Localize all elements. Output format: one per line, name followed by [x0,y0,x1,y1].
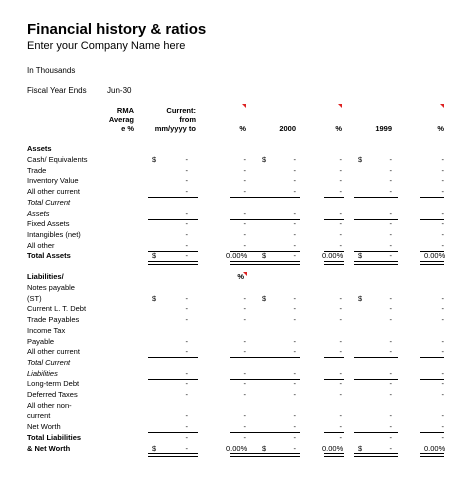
percent-cell[interactable]: - [339,304,342,314]
percent-cell[interactable]: - [243,219,246,229]
current-value-cell[interactable]: - [185,176,188,186]
current-value-cell[interactable]: - [185,368,188,378]
row-label: All other current [27,347,80,357]
comment-flag-icon[interactable] [440,104,444,108]
current-value-cell[interactable]: - [185,422,188,432]
cell-double-underline [258,261,300,265]
section-header-liabilities: Liabilities/ % [27,272,244,281]
percent-cell[interactable]: - [243,347,246,357]
percent-cell[interactable]: - [243,315,246,325]
row-label: Total Current [27,357,71,367]
current-value-cell[interactable]: - [185,432,188,442]
percent-cell[interactable]: - [339,155,342,164]
percent-cell[interactable]: - [339,208,342,218]
row-label: Current L. T. Debt [27,304,87,314]
current-value-cell[interactable]: - [185,315,188,325]
currency-symbol: $ [358,443,363,453]
percent-cell[interactable]: - [339,187,342,197]
percent-cell[interactable]: - [441,219,444,229]
currency-symbol: $ [358,251,363,261]
year-2000-cell[interactable]: - [293,347,296,357]
percent-cell[interactable]: - [339,240,342,250]
percent-cell[interactable]: - [243,229,246,239]
comment-flag-icon[interactable] [243,272,247,276]
percent-cell[interactable]: - [243,379,246,389]
row-label: Fixed Assets [27,219,70,229]
currency-symbol: $ [152,155,157,164]
percent-cell[interactable]: - [243,165,246,175]
table-row [0,187,474,198]
percent-cell[interactable]: - [243,432,246,442]
cell-double-underline [148,261,198,265]
row-label: (ST) [27,293,42,303]
current-value-cell[interactable]: - [185,155,188,164]
comment-flag-icon[interactable] [242,104,246,108]
row-label: & Net Worth [27,443,71,453]
current-value-cell[interactable]: - [185,336,188,346]
table-row [0,337,474,348]
percent-cell[interactable]: - [243,155,246,164]
percent-cell[interactable]: 0.00% [424,251,446,261]
percent-cell[interactable]: - [243,293,246,303]
table-row [0,390,474,401]
current-value-cell[interactable]: - [185,251,188,261]
current-header: Current: from mm/yyyy to [154,106,196,133]
percent-cell[interactable]: - [441,432,444,442]
row-label: Inventory Value [27,176,79,186]
percent-cell[interactable]: 0.00% [322,251,344,261]
year-1999-cell[interactable]: - [389,336,392,346]
current-value-cell[interactable]: - [185,379,188,389]
table-row [0,198,474,209]
year-2000-cell[interactable]: - [293,187,296,197]
year-1999-cell[interactable]: - [389,155,392,164]
cell-double-underline [354,261,398,265]
percent-cell[interactable]: - [243,304,246,314]
current-value-cell[interactable]: - [185,208,188,218]
fiscal-year-label: Fiscal Year Ends [27,86,87,95]
year-2000-cell[interactable]: - [293,251,296,261]
cell-double-underline [148,453,198,457]
percent-cell[interactable]: - [243,411,246,421]
percent-cell[interactable]: - [441,176,444,186]
percent-cell[interactable]: - [441,368,444,378]
row-label: All other non- [27,400,72,410]
percent-cell[interactable]: - [441,208,444,218]
year-1999-cell[interactable]: - [389,304,392,314]
percent-cell[interactable]: - [339,390,342,399]
current-value-cell[interactable]: - [185,411,188,421]
percent-cell[interactable]: - [243,336,246,346]
year-2000-cell[interactable]: - [293,293,296,303]
currency-symbol: $ [152,293,157,303]
table-row [0,411,474,422]
year-2000-cell[interactable]: - [293,155,296,164]
table-row [0,379,474,390]
currency-symbol: $ [262,293,267,303]
percent-cell[interactable]: - [339,229,342,239]
current-value-cell[interactable]: - [185,293,188,303]
current-value-cell[interactable]: - [185,443,188,453]
row-label: current [27,411,51,421]
row-label: All other current [27,187,80,197]
year-1999-cell[interactable]: - [389,368,392,378]
year-2000-cell[interactable]: - [293,304,296,314]
row-label: Total Liabilities [27,432,82,442]
year-2000-cell[interactable]: - [293,165,296,175]
current-value-cell[interactable]: - [185,187,188,197]
percent-cell[interactable]: - [441,390,444,399]
current-value-cell[interactable]: - [185,165,188,175]
cell-double-underline [420,453,444,457]
table-row [0,326,474,337]
currency-symbol: $ [152,443,157,453]
year-1999-cell[interactable]: - [389,315,392,325]
percent-cell[interactable]: - [243,368,246,378]
table-row [0,166,474,177]
row-label: All other [27,240,55,250]
total-row [0,251,474,262]
cell-double-underline [324,453,344,457]
units-label: In Thousands [27,66,76,75]
rma-header: RMA Averag e % [108,106,134,133]
year-2000-cell[interactable]: - [293,336,296,346]
percent-cell[interactable]: - [441,155,444,164]
page-title: Financial history & ratios [27,21,207,38]
percent-cell[interactable]: - [243,187,246,197]
year-1999-cell[interactable]: - [389,187,392,197]
row-label: Total Assets [27,251,71,261]
year-2000-cell[interactable]: - [293,219,296,229]
year-2000-cell[interactable]: - [293,443,296,453]
year-1999-cell[interactable]: - [389,443,392,453]
year-1999-cell[interactable]: - [389,208,392,218]
current-value-cell[interactable]: - [185,229,188,239]
percent-cell[interactable]: - [339,165,342,175]
year-2000-cell[interactable]: - [293,229,296,239]
total-row [0,444,474,455]
year-2000-cell[interactable]: - [293,315,296,325]
year-1999-cell[interactable]: - [389,432,392,442]
pct-header: % [239,124,246,133]
year-2000-cell[interactable]: - [293,411,296,421]
percent-cell[interactable]: - [339,368,342,378]
year-2000-cell[interactable]: - [293,368,296,378]
row-label: Notes payable [27,283,75,292]
year-2000-cell[interactable]: - [293,432,296,442]
percent-cell[interactable]: - [441,293,444,303]
fiscal-year-value[interactable]: Jun-30 [107,86,132,95]
table-row [0,230,474,241]
percent-cell[interactable]: - [339,432,342,442]
currency-symbol: $ [262,155,267,164]
year-1999-cell[interactable]: - [389,165,392,175]
table-row [0,176,474,187]
percent-cell[interactable]: - [441,315,444,325]
percent-cell[interactable]: - [339,411,342,421]
company-name[interactable]: Enter your Company Name here [27,40,186,52]
year-1999-cell[interactable]: - [389,219,392,229]
percent-cell[interactable]: 0.00% [424,443,446,453]
pct-header: % [437,124,444,133]
percent-cell[interactable]: - [339,336,342,346]
year-2000-cell[interactable]: - [293,390,296,399]
table-row [0,209,474,220]
row-label: Trade Payables [27,315,80,325]
current-value-cell[interactable]: - [185,219,188,229]
year-1999-cell[interactable]: - [389,229,392,239]
year-1999-cell[interactable]: - [389,251,392,261]
year-2000-header: 2000 [279,124,296,133]
percent-cell[interactable]: - [339,176,342,186]
percent-cell[interactable]: - [339,315,342,325]
table-row [0,315,474,326]
year-1999-cell[interactable]: - [389,379,392,389]
percent-cell[interactable]: - [243,240,246,250]
percent-cell[interactable]: 0.00% [322,443,344,453]
year-2000-cell[interactable]: - [293,240,296,250]
row-label: Deferred Taxes [27,390,78,399]
percent-cell[interactable]: - [243,422,246,432]
year-1999-cell[interactable]: - [389,422,392,432]
year-1999-header: 1999 [375,124,392,133]
row-label: Long-term Debt [27,379,80,389]
row-label: Assets [27,208,50,218]
year-1999-cell[interactable]: - [389,411,392,421]
table-row [0,219,474,230]
year-2000-cell[interactable]: - [293,379,296,389]
percent-cell[interactable]: - [441,411,444,421]
percent-cell[interactable]: - [441,229,444,239]
table-row [0,401,474,412]
cell-double-underline [324,261,344,265]
table-row [0,304,474,315]
percent-cell[interactable]: - [441,304,444,314]
currency-symbol: $ [262,251,267,261]
year-1999-cell[interactable]: - [389,390,392,399]
pct-header: % [335,124,342,133]
percent-cell[interactable]: - [243,208,246,218]
percent-cell[interactable]: - [441,165,444,175]
percent-cell[interactable]: 0.00% [226,251,248,261]
cell-double-underline [354,453,398,457]
percent-cell[interactable]: - [441,379,444,389]
current-value-cell[interactable]: - [185,240,188,250]
currency-symbol: $ [358,155,363,164]
current-value-cell[interactable]: - [185,390,188,399]
currency-symbol: $ [358,293,363,303]
row-label: Total Current [27,197,71,207]
row-label: Trade [27,165,47,175]
table-row [0,241,474,252]
section-header-assets: Assets [27,144,52,153]
year-1999-cell[interactable]: - [389,176,392,186]
table-row [0,294,474,305]
cell-double-underline [258,453,300,457]
row-label: Intangibles (net) [27,229,81,239]
percent-cell[interactable]: 0.00% [226,443,248,453]
row-label: Payable [27,336,55,346]
percent-cell[interactable]: - [339,379,342,389]
percent-cell[interactable]: - [339,293,342,303]
percent-cell[interactable]: - [339,219,342,229]
percent-cell[interactable]: - [441,336,444,346]
percent-cell[interactable]: - [441,347,444,357]
table-row [0,283,474,294]
table-row [0,433,474,444]
year-2000-cell[interactable]: - [293,422,296,432]
year-1999-cell[interactable]: - [389,347,392,357]
year-1999-cell[interactable]: - [389,240,392,250]
percent-cell[interactable]: - [441,240,444,250]
percent-cell[interactable]: - [243,390,246,399]
percent-cell[interactable]: - [441,187,444,197]
percent-cell[interactable]: - [441,422,444,432]
percent-cell[interactable]: - [339,422,342,432]
table-row [0,347,474,358]
table-row [0,369,474,380]
cell-double-underline [420,261,444,265]
comment-flag-icon[interactable] [338,104,342,108]
table-row [0,422,474,433]
row-label: Cash/ Equivalents [27,155,88,164]
table-row [0,155,474,166]
year-1999-cell[interactable]: - [389,293,392,303]
year-2000-cell[interactable]: - [293,176,296,186]
current-value-cell[interactable]: - [185,347,188,357]
currency-symbol: $ [152,251,157,261]
percent-cell[interactable]: - [243,176,246,186]
currency-symbol: $ [262,443,267,453]
percent-cell[interactable]: - [339,347,342,357]
row-label: Income Tax [27,325,66,335]
row-label: Net Worth [27,422,61,432]
table-row [0,358,474,369]
year-2000-cell[interactable]: - [293,208,296,218]
row-label: Liabilities [27,368,58,378]
current-value-cell[interactable]: - [185,304,188,314]
